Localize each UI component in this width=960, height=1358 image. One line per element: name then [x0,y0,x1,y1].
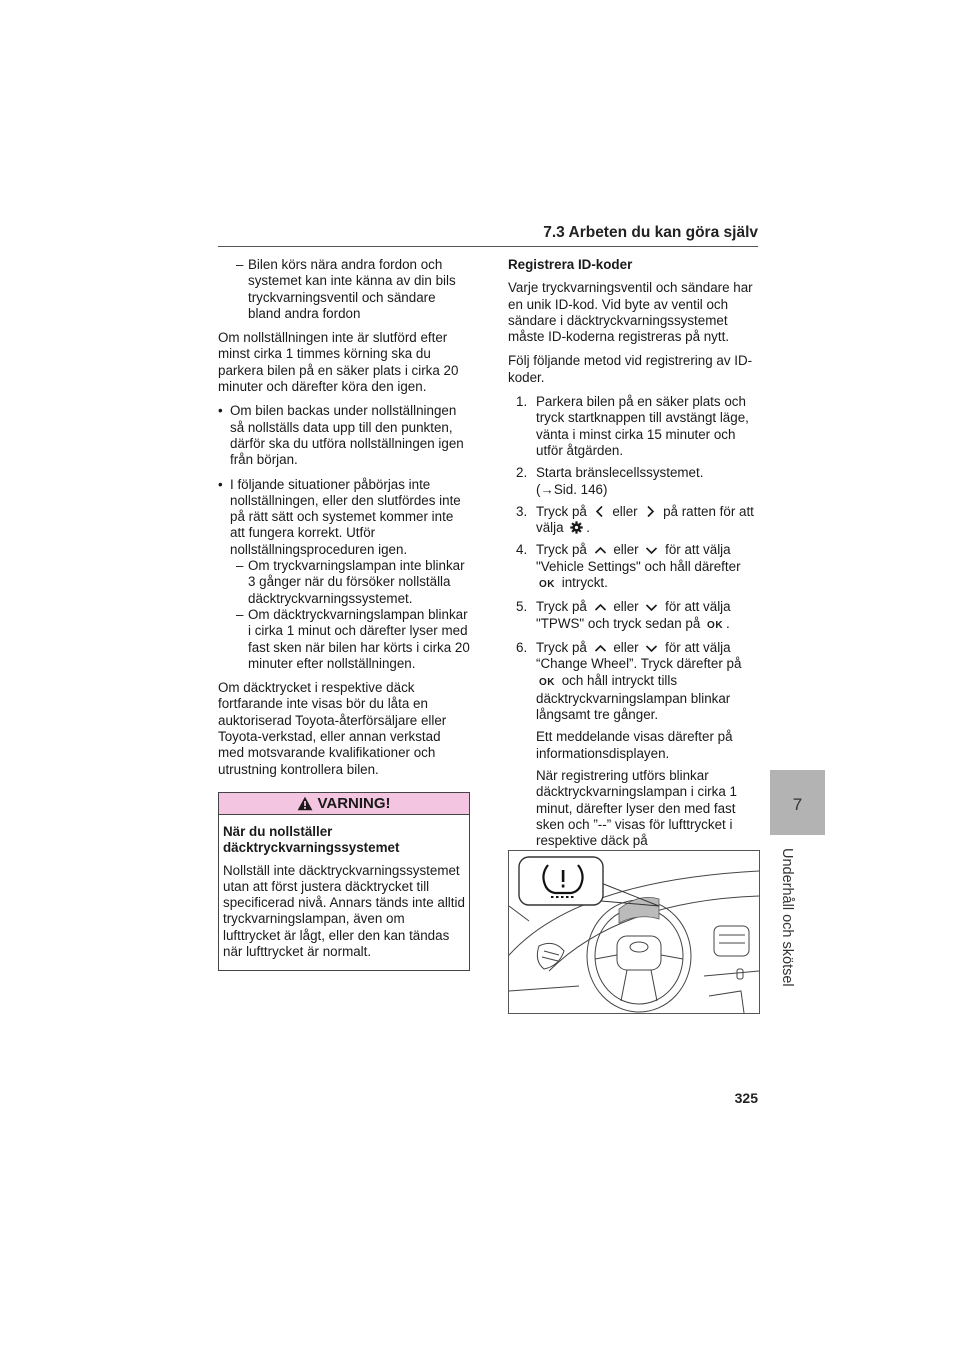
left-column [218,257,470,971]
chevron-down-icon [645,643,658,654]
chevron-up-icon [594,602,607,613]
chapter-number: 7 [792,795,803,814]
step-5: 5. Tryck på eller för att välja "TPWS" och tryck sedan på OK . [516,599,731,631]
warning-text: Nollställ inte däcktryckvarningssystemet utan att först justera däcktrycket till specificerad nivå. Annars tänds inte alltid tryckvarningslampan, även om lufttrycket är lågt, eller den kan tändas när lufttrycket är normalt. [223,862,465,959]
subheading: Registrera ID-koder [508,257,633,272]
step-2: 2. Starta bränslecellssystemet. (→Sid. 146) [516,465,704,497]
chapter-label: Underhåll och skötsel [779,848,795,987]
dashboard-drawing [509,851,759,1013]
dash-marker: – [236,558,244,574]
chevron-up-icon [594,545,607,556]
bullet-marker: • [218,403,223,419]
chevron-left-icon [594,505,606,518]
sub-item: – Om däcktryckvarningslampan blinkar i cirka 1 minut och därefter lyser med fast sken när bilen har körts i cirka 20 minuter efter nollställningen. [236,606,470,671]
right-column [508,257,760,872]
page-reference: (→Sid. 146) [536,481,608,497]
step-note: När registrering utförs blinkar däcktryckvarningslampan i cirka 1 minut, därefter lyser den med fast sken och ”--” visas för lufttrycket i respektive däck på [536,768,737,849]
bullet-item: • I följande situationer påbörjas inte nollställningen, eller den slutfördes inte på rätt sätt och systemet kommer inte att fungera korrekt. Utför nollställningsproceduren igen. – Om tryckvarningslampan inte blinkar 3 gånger när du försöker nollställa däcktryckvarningssystemet. – Om däcktryckvarningslampan blinkar i cirka 1 minut och därefter lyser med fast sken när bilen har körts i cirka 20 minuter efter nollställningen. [218,476,470,671]
step-1: 1. Parkera bilen på en säker plats och tryck startknappen till avstängt läge, vänta i minst cirka 15 minuter och utför åtgärden. [516,394,749,458]
chevron-right-icon [644,505,656,518]
step-6: 6. Tryck på eller för att välja “Change Wheel”. Tryck därefter på OK och håll intryckt tills däcktryckvarningslampan blinkar långsamt tre gånger. Ett meddelande visas därefter på informationsdisplayen. När registrering utförs blinkar däcktryckvarningslampan i cirka 1 minut, därefter lyser den med fast sken och ”--” visas för lufttrycket i respektive däck på [516,640,760,866]
dash-item: – Bilen körs nära andra fordon och systemet kan inte känna av din bils tryckvarningsventil och sändare bland andra fordon [236,257,456,321]
paragraph: Om nollställningen inte är slutförd efter minst cirka 1 timmes körning ska du parkera bilen på en säker plats i cirka 20 minuter och därefter köra den igen. [218,330,459,395]
page-header [218,224,758,247]
warning-body [219,815,469,970]
gear-icon [570,521,583,534]
dashboard-illustration [508,850,760,1014]
paragraph: Följ följande metod vid registrering av ID-koder. [508,353,753,385]
warning-triangle-icon [297,796,313,811]
dash-marker: – [236,257,244,272]
section-title: 7.3 Arbeten du kan göra själv [543,224,758,241]
warning-box [218,792,470,971]
step-3: 3. Tryck på eller på ratten för att välja . [516,503,754,536]
dash-marker: – [236,606,244,622]
chevron-up-icon [594,643,607,654]
bullet-item: • Om bilen backas under nollställningen så nollställs data upp till den punkten, därför ska du utföra nollställningen igen från början. [218,403,464,468]
ok-button-icon: OK [539,579,555,591]
warning-header: VARNING! [219,793,469,815]
chevron-down-icon [645,545,658,556]
page-number: 325 [734,1090,758,1106]
chevron-down-icon [645,602,658,613]
sub-item: – Om tryckvarningslampan inte blinkar 3 gånger när du försöker nollställa däcktryckvarningssystemet. [236,558,465,606]
warning-title: När du nollställer däcktryckvarningssystemet [223,823,400,856]
ok-button-icon: OK [707,619,724,631]
paragraph: Om däcktrycket i respektive däck fortfarande inte visas bör du låta en auktoriserad Toyota-återförsäljare eller Toyota-verkstad, eller annan verkstad med motsvarande kvalifikationer och utrustning kontrollera bilen. [218,680,447,777]
ok-button-icon: OK [539,676,555,688]
bullet-marker: • [218,476,223,492]
step-note: Ett meddelande visas därefter på informationsdisplayen. [536,729,733,761]
paragraph: Varje tryckvarningsventil och sändare har en unik ID-kod. Vid byte av ventil och sändare i däcktryckvarningssystemet måste ID-koderna registreras på nytt. [508,280,753,345]
step-4: 4. Tryck på eller för att välja "Vehicle Settings" och håll därefter OK intryckt. [516,542,741,591]
